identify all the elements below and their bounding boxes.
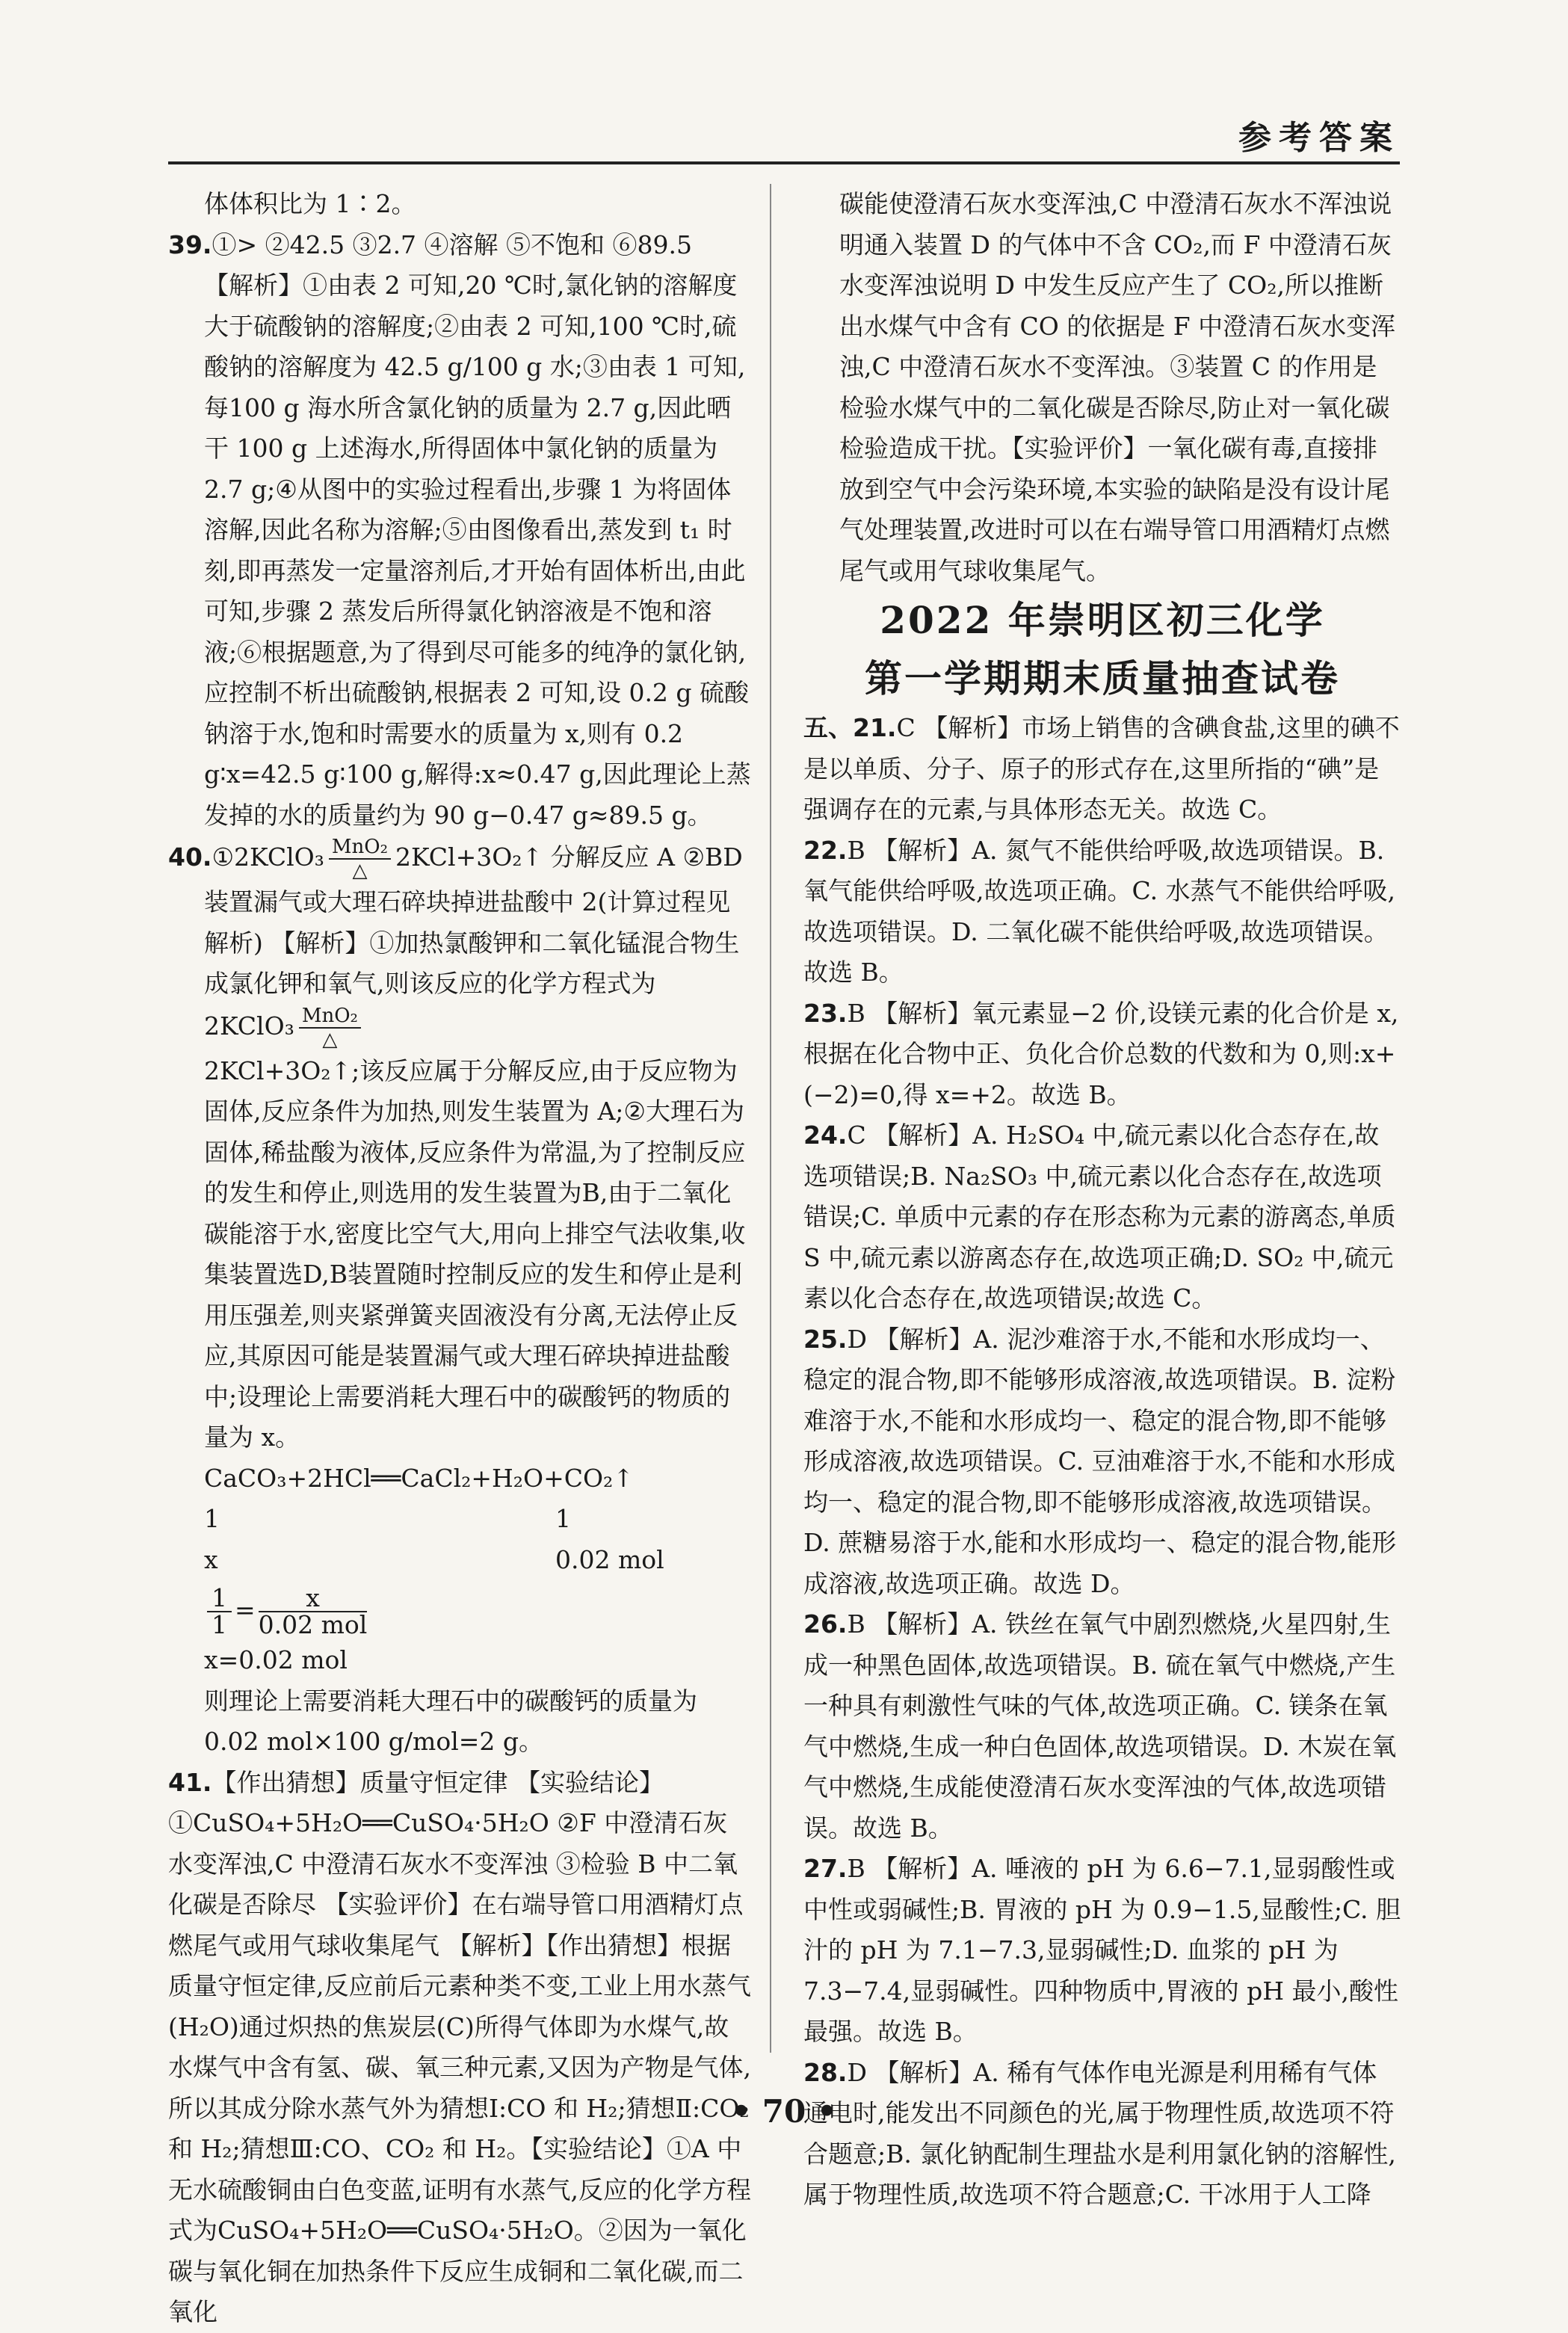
answer-27: B 【解析】A. 唾液的 pH 为 6.6−7.1,显弱酸性或中性或弱碱性;B. 胃液的 pH 为 0.9−1.5,显酸性;C. 胆汁的 pH 为 7.1−7.3,显弱碱性;D. 血浆的 pH 为 7.3−7.4,显弱碱性。四种物质中,胃液的 pH 最小,酸性最强。故选 B。: [803, 1854, 1401, 2046]
question-number: 40.: [168, 842, 212, 872]
answer-41-continuation: 碳能使澄清石灰水变浑浊,C 中澄清石灰水不浑浊说明通入装置 D 的气体中不含 CO₂,而 F 中澄清石灰水变浑浊说明 D 中发生反应产生了 CO₂,所以推断出水煤气中含有 CO 的依据是 F 中澄清石灰水变浑浊,C 中澄清石灰水不变浑浊。③装置 C 的作用是检验水煤气中的二氧化碳是否除尽,防止对一氧化碳检验造成干扰。【实验评价】一氧化碳有毒,直接排放到空气中会污染环境,本实验的缺陷是没有设计尾气处理装置,改进时可以在右端导管口用酒精灯点燃尾气或用气球收集尾气。: [839, 189, 1396, 585]
question-number: 41.: [168, 1767, 212, 1797]
question-number: 22.: [803, 835, 848, 865]
answer-26: B 【解析】A. 铁丝在氧气中剧烈燃烧,火星四射,生成一种黑色固体,故选项错误。B. 硫在氧气中燃烧,产生一种具有刺激性气味的气体,故选项正确。C. 镁条在氧气中燃烧,生成一种白色固体,故选项错误。D. 木炭在氧气中燃烧,生成能使澄清石灰水变浑浊的气体,故选项错误。故选 B。: [803, 1609, 1397, 1843]
question-21: [803, 708, 1401, 830]
denominator: 0.02 mol: [258, 1610, 368, 1639]
equals-sign: =: [235, 1595, 256, 1624]
answer-23: B 【解析】氧元素显−2 价,设镁元素的化合价是 x,根据在化合物中正、负化合价总数的代数和为 0,则:x+(−2)=0,得 x=+2。故选 B。: [803, 998, 1399, 1109]
answer-28: D 【解析】A. 稀有气体作电光源是利用稀有气体通电时,能发出不同颜色的光,属于物理性质,故选项不符合题意;B. 氯化钠配制生理盐水是利用氯化钠的溶解性,属于物理性质,故选项不符合题意;C. 干冰用于人工降: [803, 2057, 1396, 2209]
answer-24: C 【解析】A. H₂SO₄ 中,硫元素以化合态存在,故选项错误;B. Na₂SO₃ 中,硫元素以化合态存在,故选项错误;C. 单质中元素的存在形态称为元素的游离态,单质 S 中,硫元素以游离态存在,故选项正确;D. SO₂ 中,硫元素以化合态存在,故选项错误;故选 C。: [803, 1121, 1396, 1313]
fraction-right: [259, 1585, 368, 1638]
page-number: • 70 •: [731, 2093, 837, 2130]
header-rule: [168, 161, 1400, 164]
ratio-left: 1: [204, 1504, 220, 1533]
conclusion-40: 则理论上需要消耗大理石中的碳酸钙的质量为 0.02 mol×100 g/mol=2 g。: [204, 1686, 697, 1756]
ratio-left: x: [204, 1544, 218, 1574]
equation-line: CaCO₃+2HCl══CaCl₂+H₂O+CO₂↑: [204, 1463, 634, 1493]
question-24: [803, 1115, 1401, 1319]
right-column: [803, 184, 1401, 2216]
question-27: [803, 1849, 1401, 2053]
question-25: [803, 1319, 1401, 1605]
answer-continuation: 体体积比为 1∶2。: [204, 189, 416, 218]
equation-reactant: ①2KClO₃: [212, 842, 324, 872]
question-23: [803, 993, 1401, 1116]
question-26: [803, 1604, 1401, 1849]
column-divider: [770, 184, 771, 2053]
equation-product: 2KCl+3O₂↑ 分解反应 A ②BD: [395, 842, 743, 872]
heat-symbol: △: [322, 1028, 338, 1051]
fraction-left: [207, 1585, 232, 1638]
ratio-line-2: [168, 1540, 751, 1581]
proportion-line: [168, 1580, 751, 1640]
question-number: 27.: [803, 1854, 848, 1883]
answer-39: ①> ②42.5 ③2.7 ④溶解 ⑤不饱和 ⑥89.5: [212, 229, 693, 259]
heat-symbol: △: [352, 860, 368, 882]
explanation-39: 【解析】①由表 2 可知,20 ℃时,氯化钠的溶解度大于硫酸钠的溶解度;②由表 2 可知,100 ℃时,硫酸钠的溶解度为 42.5 g/100 g 水;③由表 1 可知,每100 g 海水所含氯化钠的质量为 2.7 g,因此晒干 100 g 上述海水,所得固体中氯化钠的质量为 2.7 g;④从图中的实验过程看出,步骤 1 为将固体溶解,因此名称为溶解;⑤由图像看出,蒸发到 t₁ 时刻,即再蒸发一定量溶剂后,才开始有固体析出,由此可知,步骤 2 蒸发后所得氯化钠溶液是不饱和溶液;⑥根据题意,为了得到尽可能多的纯净的氯化钠,应控制不析出硫酸钠,根据表 2 可知,设 0.2 g 硫酸钠溶于水,饱和时需要水的质量为 x,则有 0.2 g∶x=42.5 g∶100 g,解得:x≈0.47 g,因此理论上蒸发掉的水的质量约为 90 g−0.47 g≈89.5 g。: [204, 271, 751, 830]
numerator: x: [259, 1585, 368, 1612]
solution-line: x=0.02 mol: [204, 1645, 348, 1674]
question-28: [803, 2053, 1401, 2216]
page-header-title: 参考答案: [1238, 119, 1400, 157]
ratio-right: 1: [555, 1504, 571, 1533]
explanation-40-part2: 2KCl+3O₂↑;该反应属于分解反应,由于反应物为固体,反应条件为加热,则发生装置为 A;②大理石为固体,稀盐酸为液体,反应条件为常温,为了控制反应的发生和停止,则选用的发生装置为B,由于二氧化碳能溶于水,密度比空气大,用向上排空气法收集,收集装置选D,B装置随时控制反应的发生和停止是利用压强差,则夹紧弹簧夹固液没有分离,无法停止反应,其原因可能是装置漏气或大理石碎块掉进盐酸中;设理论上需要消耗大理石中的碳酸钙的物质的量为 x。: [204, 1055, 746, 1452]
reaction-condition: [299, 1005, 361, 1051]
question-41: [168, 1763, 751, 2333]
section-title-line2: 第一学期期末质量抽查试卷: [865, 656, 1340, 700]
answer-41: 【作出猜想】质量守恒定律 【实验结论】①CuSO₄+5H₂O══CuSO₄·5H₂O ②F 中澄清石灰水变浑浊,C 中澄清石灰水不变浑浊 ③检验 B 中二氧化碳是否除尽 【实验评价】在右端导管口用酒精灯点燃尾气或用气球收集尾气 【解析】【作出猜想】根据质量守恒定律,反应前后元素种类不变,工业上用水蒸气(H₂O)通过炽热的焦炭层(C)所得气体即为水煤气,故水煤气中含有氢、碳、氧三种元素,又因为产物是气体,所以其成分除水蒸气外为猜想Ⅰ:CO 和 H₂;猜想Ⅱ:CO₂ 和 H₂;猜想Ⅲ:CO、CO₂ 和 H₂。【实验结论】①A 中无水硫酸铜由白色变蓝,证明有水蒸气,反应的化学方程式为CuSO₄+5H₂O══CuSO₄·5H₂O。②因为一氧化碳与氧化铜在加热条件下反应生成铜和二氧化碳,而二氧化: [168, 1767, 751, 2326]
numerator: 1: [207, 1585, 232, 1612]
answer-25: D 【解析】A. 泥沙难溶于水,不能和水形成均一、稳定的混合物,即不能够形成溶液,故选项错误。B. 淀粉难溶于水,不能和水形成均一、稳定的混合物,即不能够形成溶液,故选项错误。C. 豆油难溶于水,不能和水形成均一、稳定的混合物,即不能够形成溶液,故选项错误。D. 蔗糖易溶于水,能和水形成均一、稳定的混合物,能形成溶液,故选项正确。故选 D。: [803, 1324, 1397, 1598]
question-number: 26.: [803, 1609, 848, 1639]
left-column: [168, 184, 751, 2333]
text: 装置漏气或大理石碎块掉进盐酸中 2(计算过程见解析) 【解析】①加热氯酸钾和二氧化锰混合物生成氯化钾和氧气,则该反应的化学方程式为 2KClO₃: [204, 887, 740, 1041]
question-number: 28.: [803, 2057, 848, 2087]
question-40: [168, 836, 751, 882]
question-number: 24.: [803, 1121, 848, 1150]
question-number: 23.: [803, 998, 848, 1028]
question-22: [803, 830, 1401, 993]
reaction-condition: [329, 836, 391, 882]
question-39: [168, 225, 751, 266]
question-number: 39.: [168, 229, 212, 259]
answer-22: B 【解析】A. 氮气不能供给呼吸,故选项错误。B. 氧气能供给呼吸,故选项正确。C. 水蒸气不能供给呼吸,故选项错误。D. 二氧化碳不能供给呼吸,故选项错误。故选 B。: [803, 835, 1396, 987]
question-number: 25.: [803, 1324, 848, 1354]
catalyst-label: MnO₂: [329, 836, 391, 860]
denominator: 1: [212, 1610, 227, 1639]
answer-21: C 【解析】市场上销售的含碘食盐,这里的碘不是以单质、分子、原子的形式存在,这里所指的“碘”是强调存在的元素,与具体形态无关。故选 C。: [803, 713, 1400, 824]
ratio-right: 0.02 mol: [555, 1544, 664, 1574]
question-number: 五、21.: [803, 713, 897, 742]
catalyst-label: MnO₂: [299, 1005, 361, 1029]
explanation-40-part1: [168, 882, 751, 1051]
ratio-line-1: [168, 1499, 751, 1540]
section-title-line1: 2022 年崇明区初三化学: [880, 598, 1325, 642]
